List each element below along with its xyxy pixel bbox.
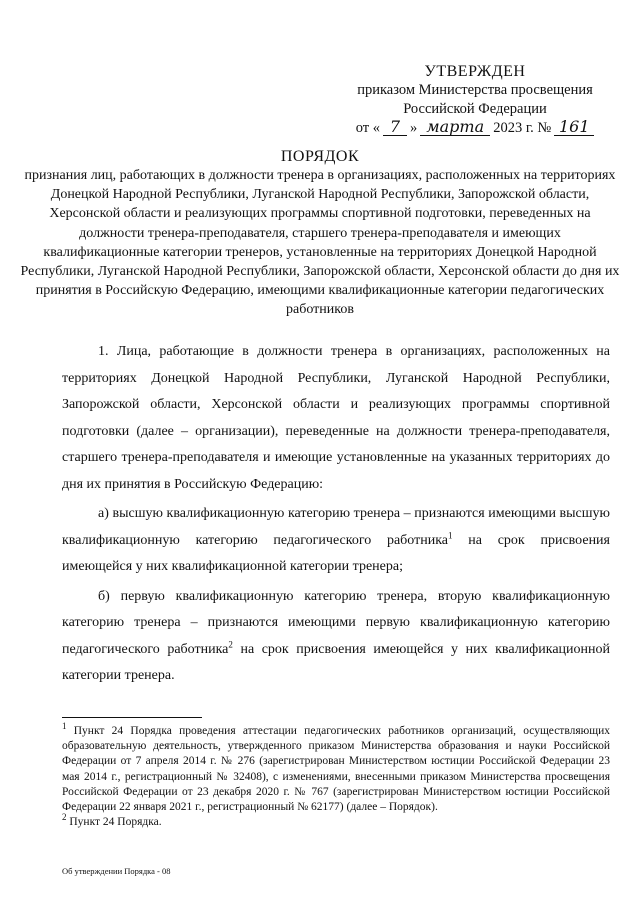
paragraph-a-tail: на срок присвоения имеющейся у них квалификационной категории тренера; [62,532,610,574]
footnote-ref-2: 2 [228,638,233,649]
handwritten-day: 7 [383,119,407,136]
paragraph-b [62,584,610,690]
document-body [62,339,610,690]
footnote-1-mark: 1 [62,721,67,732]
approval-line-ministry: приказом Министерства просвещения [357,82,593,98]
approval-date-line [325,119,625,138]
paragraph-1: 1. Лица, работающие в должности тренера в организациях, расположенных на территориях Донецкой Народной Республики, Луганской Народной Республики, Запорожской области, Херсонской области и реализующих программы спортивной подготовки (далее – организации), переведенные на должности тренера-преподавателя, старшего тренера-преподавателя и имеющие установленные на указанных территориях до дня их принятия в Российскую Федерацию: [62,344,610,492]
paragraph-b-text: б) первую квалификационную категорию тренера, вторую квалификационную категорию тренера – признаются имеющими первую квалификационную категорию педагогического работника [62,588,610,657]
document-subtitle: признания лиц, работающих в должности тренера в организациях, расположенных на территориях Донецкой Народной Республики, Луганской Народной Республики, Запорожской области, Херсонской области и реализующих программы спортивной подготовки, переведенных на должности тренера-преподавателя, старшего тренера-преподавателя и имеющих квалификационные категории тренеров, установленные на территориях Донецкой Народной Республики, Луганской Народной Республики, Запорожской области, Херсонской области до дня их принятия в Российскую Федерацию, имеющими квалификационные категории педагогических работников [20,168,620,318]
date-year: 2023 г. № [493,120,552,136]
date-prefix: от « [355,120,380,136]
paragraph-b-tail: на срок присвоения имеющейся у них квалификационной категории тренера. [62,641,610,683]
handwritten-month: марта [420,119,490,136]
approval-line-country: Российской Федерации [403,101,547,117]
page-footer: Об утверждении Порядка - 08 [62,866,171,876]
footnote-separator [62,717,202,718]
date-quote-close: » [410,120,418,136]
footnote-ref-1: 1 [448,529,453,540]
footnote-2-text: Пункт 24 Порядка. [66,816,162,829]
footnote-1 [62,721,610,815]
approval-block [325,62,625,138]
document-title: ПОРЯДОК [280,148,360,165]
paragraph-a [62,501,610,581]
approval-heading: УТВЕРЖДЕН [424,63,526,80]
paragraph-a-text: а) высшую квалификационную категорию тренера – признаются имеющими высшую квалификационную категорию педагогического работника [62,506,610,548]
footnotes [62,721,610,830]
footnote-1-text: Пункт 24 Порядка проведения аттестации педагогических работников организаций, осуществляющих образовательную деятельность, утвержденного приказом Министерства образования и науки Российской Федерации от 7 апреля 2014 г. № 276 (зарегистрирован Министерством юстиции Российской Федерации 23 мая 2014 г., регистрационный № 32408), с изменениями, внесенными приказом Министерства просвещения Российской Федерации от 23 декабря 2020 г. № 767 (зарегистрирован Министерством юстиции Российской Федерации 22 января 2021 г., регистрационный № 62177) (далее – Порядок). [62,725,610,814]
handwritten-order-number: 161 [554,119,594,136]
footnote-2-mark: 2 [62,812,67,823]
footnote-2 [62,812,610,830]
